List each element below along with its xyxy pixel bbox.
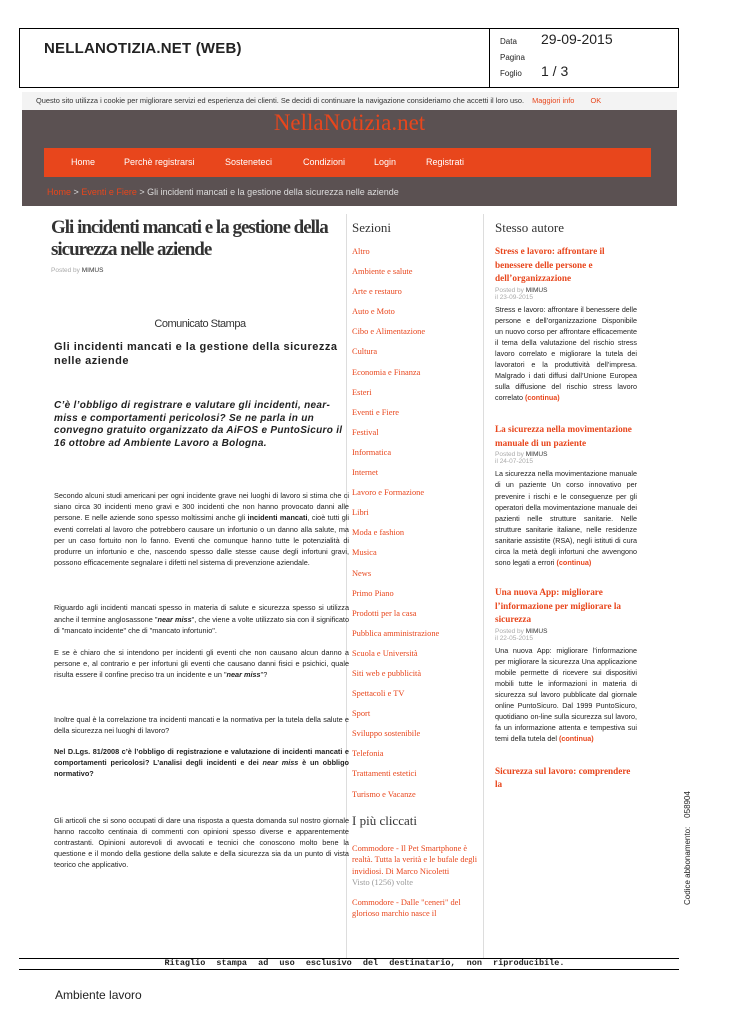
popular-item[interactable]: [352, 897, 480, 920]
related-article-excerpt: Una nuova App: migliorare l’informazione per migliorare la sicurezza Una applicazione mobile permette di ricevere sui dispositivi mobili tutte le informazioni in materia di sicurezza sul lavoro pubblicate dal giornale online PuntoSicuro. Dal 1999 PuntoSicuro, quotidiano on-line sulla sicurezza sul lavoro, fa un informazione attenta e tempestiva sui temi della tutela del (continua): [495, 645, 637, 744]
pagina-label: Pagina: [500, 53, 525, 62]
related-article-excerpt: Stress e lavoro: affrontare il benessere delle persone e dell’organizzazione Disponibile un nuovo corso per affrontare efficacemente il tema della valutazione del rischio stress lavoro correlato e migliorare la tutela dei lavoratori e la produttività dell’impresa. Malgrado i dati diffusi dall’Unione Europea sulla diffusione del rischio stress lavoro correlato (continua): [495, 304, 637, 403]
outlet-name: NELLANOTIZIA.NET (WEB): [44, 40, 242, 57]
related-article-author[interactable]: MIMUS: [525, 286, 548, 294]
article-paragraph: Riguardo agli incidenti mancati spesso in materia di salute e sicurezza spesso si utilizza anche il termine anglosassone "near miss", che viene a volte utilizzato sia con il significato di "mancato incidente" che di "mancato infortunio".: [54, 603, 350, 635]
section-link[interactable]: Trattamenti estetici: [352, 769, 417, 779]
breadcrumb-home[interactable]: Home: [47, 187, 72, 197]
section-link[interactable]: Sport: [352, 709, 371, 719]
comunicato-label: Comunicato Stampa: [154, 318, 246, 330]
continua-link[interactable]: (continua): [556, 558, 592, 568]
article-author[interactable]: MIMUS: [81, 267, 104, 274]
related-article: [495, 765, 637, 792]
continua-link[interactable]: (continua): [558, 734, 594, 744]
nav-perche-registrarsi[interactable]: Perchè registrarsi: [124, 157, 195, 167]
article-subtitle: Gli incidenti mancati e la gestione della sicurezza nelle aziende: [54, 341, 338, 367]
continua-link[interactable]: (continua): [524, 393, 560, 403]
site-logo[interactable]: NellaNotizia.net: [273, 110, 426, 135]
nav-condizioni[interactable]: Condizioni: [303, 157, 346, 167]
related-article-title[interactable]: Una nuova App: migliorare l’informazione per migliorare la sicurezza: [495, 587, 621, 625]
same-author-sidebar: [495, 220, 637, 792]
site-header: [22, 110, 677, 206]
sections-sidebar: [352, 220, 480, 920]
section-link[interactable]: Auto e Moto: [352, 307, 395, 317]
related-article-date: il 24-07-2015: [495, 458, 533, 466]
section-link[interactable]: Sviluppo sostenibile: [352, 729, 421, 739]
section-link[interactable]: Eventi e Fiere: [352, 407, 399, 417]
article-paragraph: E se è chiaro che si intendono per incidenti gli eventi che non causano alcun danno a persone e, al contrario e per infortuni gli eventi che causano danni fisici e psichici, quale risulta essere il confine preciso tra un incidente e un "near miss"?: [54, 648, 349, 680]
article-paragraph: Secondo alcuni studi americani per ogni incidente grave nei luoghi di lavoro si stima che ci siano circa 30 incidenti meno gravi e 300 incidenti che non hanno provocato danni alle persone. E nelle aziende sono spesso moltissimi anche gli incidenti mancati, cioè tutti gli eventi correlati al lavoro che potrebbero causare un infortunio o un danno alla salute, ma per un caso fortuito non lo fanno. Eventi che comunque hanno tutte le potenzialità di produrre un infortunio e che, nascendo spesso dalle stesse cause degli infortuni gravi, possono efficacemente segnalare i difetti nel sistema di prevenzione aziendale.: [54, 491, 350, 568]
same-author-heading: Stesso autore: [495, 220, 564, 235]
clipping-meta: [489, 29, 679, 87]
related-article: [495, 245, 637, 403]
popular-item-title[interactable]: Commodore - Dalle "ceneri" del glorioso marchio nasce il: [352, 897, 461, 919]
related-article-title[interactable]: La sicurezza nella movimentazione manuale di un paziente: [495, 424, 632, 448]
sections-list: [352, 246, 480, 809]
posted-by-label: Posted by: [51, 267, 80, 274]
nav-sosteneteci[interactable]: Sosteneteci: [225, 157, 273, 167]
section-link[interactable]: Esteri: [352, 387, 372, 397]
cookie-more-link[interactable]: Maggiori info: [532, 96, 575, 105]
section-link[interactable]: Lavoro e Formazione: [352, 488, 425, 498]
section-link[interactable]: Cibo e Alimentazione: [352, 327, 426, 337]
breadcrumb-separator: >: [73, 187, 79, 197]
related-article-byline: Posted by MIMUS: [495, 286, 548, 294]
related-article-title[interactable]: Sicurezza sul lavoro: comprendere la: [495, 765, 631, 790]
section-link[interactable]: Primo Piano: [352, 588, 394, 598]
foglio-value: 1 / 3: [541, 63, 569, 79]
nav-home[interactable]: Home: [71, 157, 96, 167]
article-paragraph: Inoltre qual è la correlazione tra incidenti mancati e la normativa per la tutela della salute e della sicurezza nei luoghi di lavoro?: [54, 714, 349, 735]
related-article-author[interactable]: MIMUS: [525, 627, 548, 635]
related-article-byline: Posted by MIMUS: [495, 627, 548, 635]
foglio-label: Foglio: [500, 69, 522, 78]
footer-rule: [19, 969, 679, 970]
main-nav: [44, 148, 651, 177]
article: [51, 217, 349, 871]
sections-heading: Sezioni: [352, 220, 391, 235]
section-link[interactable]: Moda e fashion: [352, 528, 405, 538]
article-title: Gli incidenti mancati e la gestione della sicurezza nelle aziende: [51, 217, 328, 260]
article-intro: C’è l’obbligo di registrare e valutare gli incidenti, near-miss e comportamenti pericolosi? Se ne parla in un convegno gratuito organizzato da AiFOS e PuntoSicuro il 16 ottobre ad Ambiente Lavoro a Bologna.: [54, 400, 343, 449]
section-link[interactable]: Pubblica amministrazione: [352, 628, 440, 638]
breadcrumb: [47, 187, 399, 197]
data-label: Data: [500, 37, 517, 46]
related-article-byline: Posted by MIMUS: [495, 451, 548, 459]
related-article-excerpt: La sicurezza nella movimentazione manuale di un paziente Un corso innovativo per prevenire i rischi e le conseguenze per gli operatori della movimentazione manuale dei pazienti nelle strutture sanitarie. Nelle strutture sanitarie italiane, nelle residenze sanitarie assistite (RSA), negli istituti di cura circa la metà degli infortuni che avvengono sono legati a errori (continua): [495, 469, 637, 568]
related-article-date: il 23-09-2015: [495, 293, 533, 301]
popular-item-title[interactable]: Commodore - Il Pet Smartphone è realtà. Tutta la verità e le bufale degli invidiosi. Di Marco Nicoletti: [352, 843, 478, 876]
section-link[interactable]: Festival: [352, 427, 379, 437]
nav-login[interactable]: Login: [374, 157, 397, 167]
section-link[interactable]: Scuola e Università: [352, 648, 418, 658]
popular-item[interactable]: [352, 843, 480, 889]
clipping-source: Ambiente lavoro: [55, 988, 142, 1002]
cookie-text: Questo sito utilizza i cookie per migliorare servizi ed esperienza dei clienti. Se decidi di continuare la navigazione consideriamo che accetti il loro uso.: [36, 96, 525, 105]
section-link[interactable]: News: [352, 568, 372, 578]
section-link[interactable]: Telefonia: [352, 749, 384, 759]
section-link[interactable]: Spettacoli e TV: [352, 689, 405, 699]
article-paragraph: Gli articoli che si sono occupati di dare una risposta a questa domanda sul nostro giornale hanno raccolto centinaia di commenti con opinioni spesso diverse e apparentemente contrastanti. Opinioni autorevoli di avvocati e tecnici che conoscono molto bene la questione e il mondo della gestione della salute e della sicurezza sia da un punto di vista teorico che applicativo.: [54, 815, 349, 870]
article-byline: [51, 267, 349, 274]
popular-list: [352, 843, 480, 920]
popular-heading: I più cliccati: [352, 812, 417, 828]
related-article-author[interactable]: MIMUS: [525, 451, 548, 459]
section-link[interactable]: Siti web e pubblicità: [352, 668, 422, 678]
section-link[interactable]: Informatica: [352, 447, 392, 457]
section-link[interactable]: Libri: [352, 508, 369, 518]
cookie-ok-button[interactable]: OK: [590, 96, 602, 105]
related-article: [495, 423, 637, 568]
related-article-date: il 22-05-2015: [495, 634, 533, 642]
clipping-header: [19, 28, 679, 88]
section-link[interactable]: Ambiente e salute: [352, 267, 413, 277]
nav-registrati[interactable]: Registrati: [426, 157, 465, 167]
clipping-disclaimer: Ritaglio stampa ad uso esclusivo del destinatario, non riproducibile.: [164, 958, 565, 968]
related-article-title[interactable]: Stress e lavoro: affrontare il benessere delle persone e dell’organizzazione: [495, 246, 605, 283]
section-link[interactable]: Cultura: [352, 347, 378, 357]
section-link[interactable]: Turismo e Vacanze: [352, 789, 416, 799]
section-link[interactable]: Arte e restauro: [352, 287, 402, 297]
section-link[interactable]: Internet: [352, 468, 379, 478]
breadcrumb-category[interactable]: Eventi e Fiere: [81, 187, 137, 197]
article-paragraph: Nel D.Lgs. 81/2008 c’è l’obbligo di registrazione e valutazione di incidenti mancati e comportamenti pericolosi? L’analisi degli incidenti e dei near miss è un obbligo normativo?: [54, 747, 349, 779]
subscription-code: Codice abbonamento: 058904: [683, 791, 692, 905]
section-link[interactable]: Economia e Finanza: [352, 367, 421, 377]
column-divider: [483, 214, 484, 958]
popular-item-views: Visto (1256) volte: [352, 878, 413, 888]
breadcrumb-separator: >: [139, 187, 145, 197]
section-link[interactable]: Altro: [352, 247, 370, 256]
breadcrumb-current: Gli incidenti mancati e la gestione della sicurezza nelle aziende: [147, 187, 399, 197]
data-value: 29-09-2015: [541, 31, 613, 47]
related-article: [495, 586, 637, 744]
cookie-bar: [22, 92, 677, 110]
section-link[interactable]: Prodotti per la casa: [352, 608, 417, 618]
web-page: [22, 92, 677, 958]
section-link[interactable]: Musica: [352, 548, 377, 558]
